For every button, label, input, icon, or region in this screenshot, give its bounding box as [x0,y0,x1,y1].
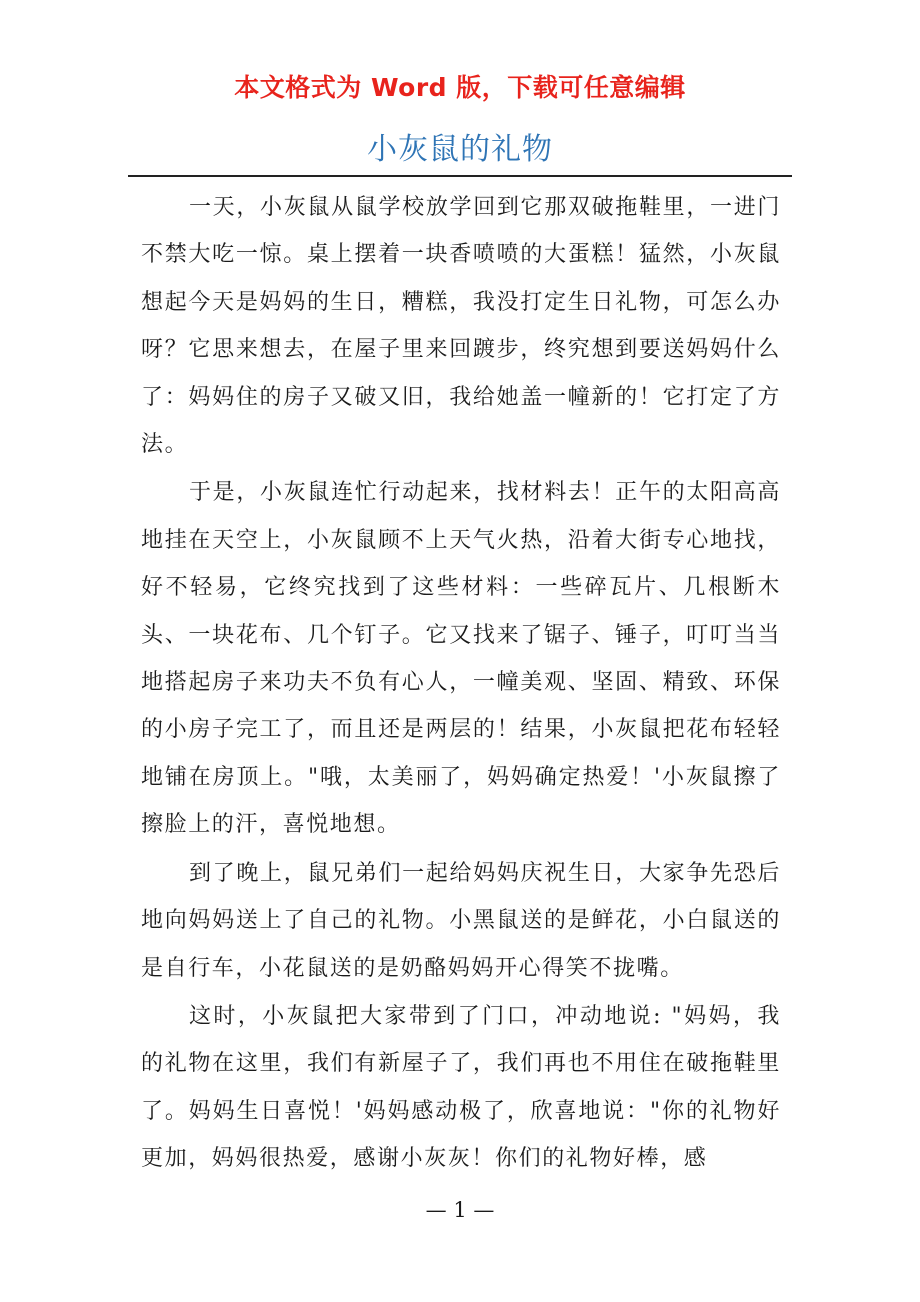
paragraph-3: 到了晚上，鼠兄弟们一起给妈妈庆祝生日，大家争先恐后地向妈妈送上了自己的礼物。小黑鼠送的是鲜花，小白鼠送的是自行车，小花鼠送的是奶酪妈妈开心得笑不拢嘴。 [141,860,781,981]
title-divider [128,175,792,177]
article-body [141,184,781,1184]
paragraph-4: 这时，小灰鼠把大家带到了门口，冲动地说: "妈妈，我的礼物在这里，我们有新屋子了，我们再也不用住在破拖鞋里了。妈妈生日喜悦！'妈妈感动极了，欣喜地说："你的礼物好更加，妈妈很热爱，感谢小灰灰！你们的礼物好棒，感 [141,1003,781,1172]
page-number: — 1 — [425,1198,495,1222]
paragraph-2: 于是，小灰鼠连忙行动起来，找材料去！正午的太阳高高地挂在天空上，小灰鼠顾不上天气火热，沿着大街专心地找，好不轻易，它终究找到了这些材料：一些碎瓦片、几根断木头、一块花布、几个钉子。它又找来了锯子、锤子，叮叮当当地搭起房子来功夫不负有心人，一幢美观、坚固、精致、环保的小房子完工了，而且还是两层的！结果，小灰鼠把花布轻轻地铺在房顶上。"哦，太美丽了，妈妈确定热爱！'小灰鼠擦了擦脸上的汗，喜悦地想。 [141,480,781,838]
format-notice-banner: 本文格式为 Word 版，下载可任意编辑 [234,73,686,102]
document-title: 小灰鼠的礼物 [367,132,553,167]
paragraph-1: 一天，小灰鼠从鼠学校放学回到它那双破拖鞋里，一进门不禁大吃一惊。桌上摆着一块香喷喷的大蛋糕！猛然，小灰鼠想起今天是妈妈的生日，糟糕，我没打定生日礼物，可怎么办呀？它思来想去，在屋子里来回踱步，终究想到要送妈妈什么了：妈妈住的房子又破又旧，我给她盖一幢新的！它打定了方法。 [141,195,781,458]
